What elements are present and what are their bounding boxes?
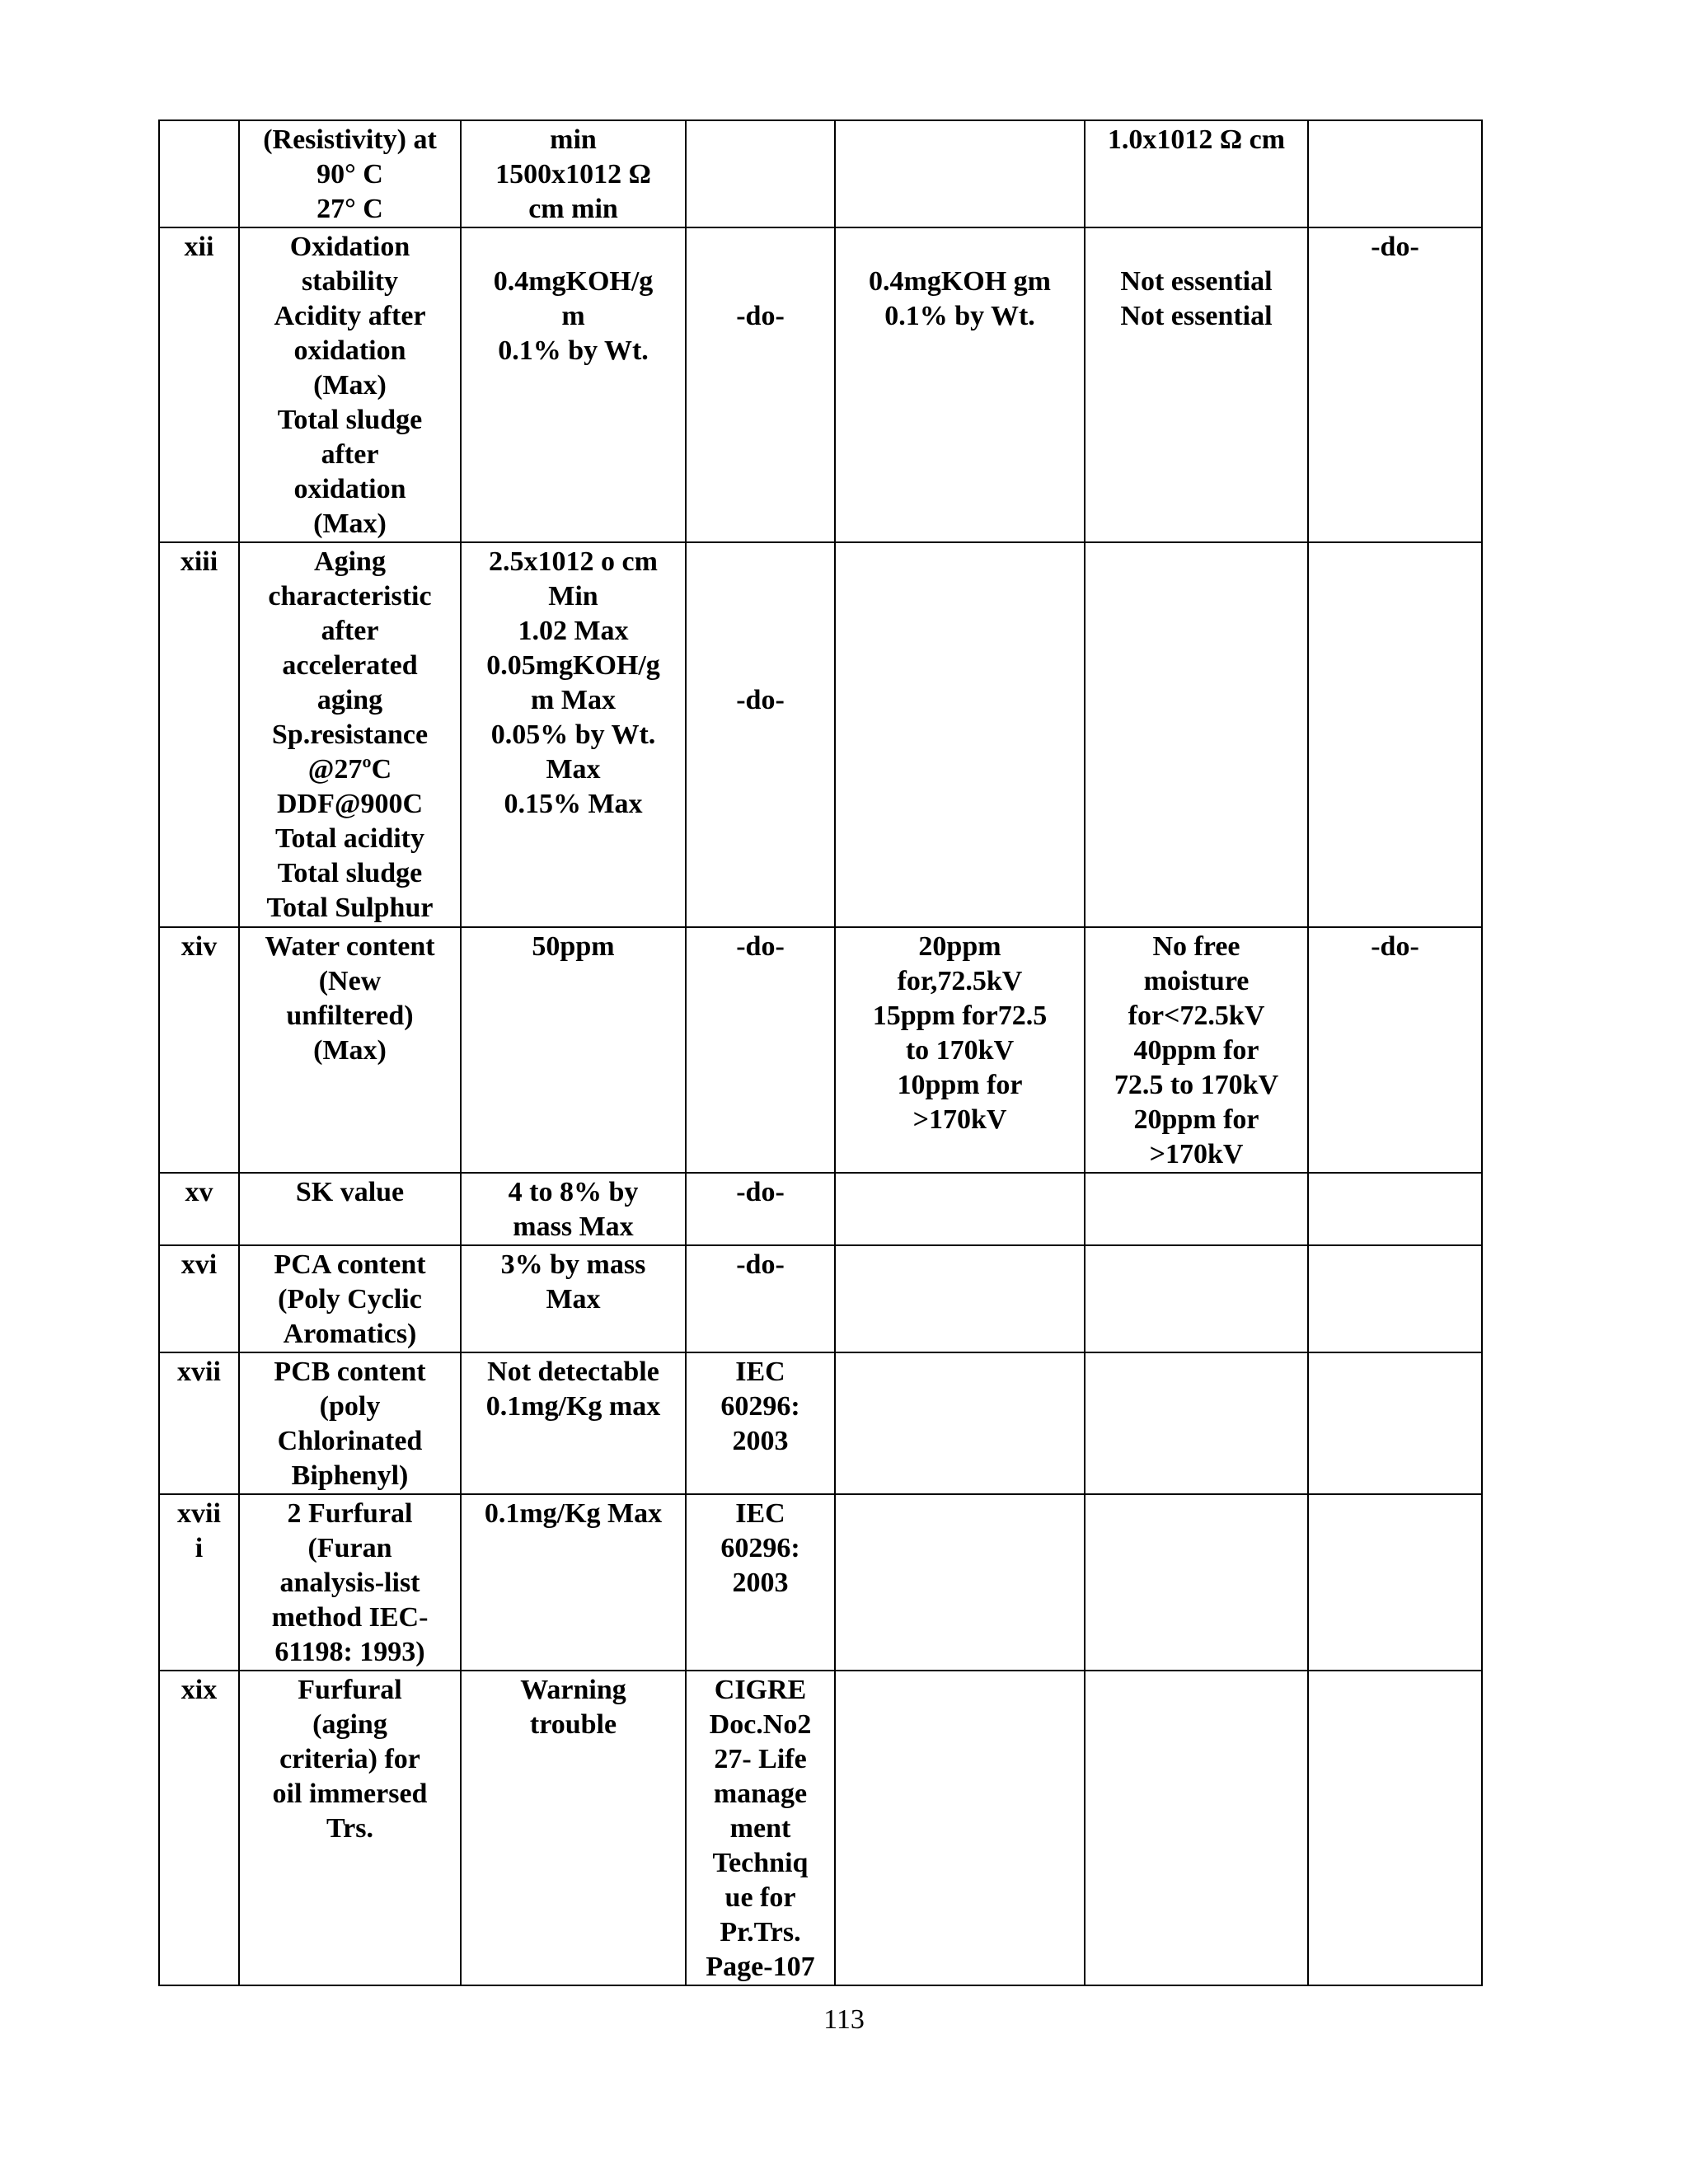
table-cell-col6	[1085, 1352, 1308, 1494]
table-cell-col5	[835, 1352, 1085, 1494]
table-cell-limit: 3% by mass Max	[461, 1245, 686, 1352]
table-cell-method: -do-	[686, 542, 835, 927]
table-cell-limit: 0.1mg/Kg Max	[461, 1494, 686, 1671]
table-cell-col6	[1085, 1671, 1308, 1985]
table-cell-no: xvi	[159, 1245, 239, 1352]
table-cell-no: xvii	[159, 1352, 239, 1494]
table-row	[159, 1245, 1482, 1352]
table-row	[159, 1173, 1482, 1245]
table-cell-limit: min 1500x1012 Ω cm min	[461, 120, 686, 227]
table-cell-col7	[1308, 1245, 1482, 1352]
table-cell-parameter: 2 Furfural (Furan analysis-list method IEC- 61198: 1993)	[239, 1494, 461, 1671]
table-cell-col6: 1.0x1012 Ω cm	[1085, 120, 1308, 227]
table-row	[159, 120, 1482, 227]
table-cell-limit: 4 to 8% by mass Max	[461, 1173, 686, 1245]
table-cell-col7	[1308, 542, 1482, 927]
table-cell-method: -do-	[686, 927, 835, 1173]
table-cell-col6	[1085, 1245, 1308, 1352]
table-cell-col5: 20ppm for,72.5kV 15ppm for72.5 to 170kV 10ppm for >170kV	[835, 927, 1085, 1173]
table-cell-col5	[835, 1494, 1085, 1671]
table-cell-col7	[1308, 1494, 1482, 1671]
table-cell-col7	[1308, 1173, 1482, 1245]
table-cell-no: xix	[159, 1671, 239, 1985]
table-cell-col7	[1308, 1352, 1482, 1494]
table-cell-col5	[835, 542, 1085, 927]
table-cell-method	[686, 120, 835, 227]
table-cell-col7: -do-	[1308, 927, 1482, 1173]
table-cell-no: xiv	[159, 927, 239, 1173]
table-cell-parameter: Water content (New unfiltered) (Max)	[239, 927, 461, 1173]
table-row	[159, 542, 1482, 927]
table-cell-parameter: SK value	[239, 1173, 461, 1245]
table-row	[159, 1671, 1482, 1985]
table-cell-col6	[1085, 542, 1308, 927]
table-cell-no: xii	[159, 227, 239, 542]
table-cell-col5	[835, 1173, 1085, 1245]
table-row	[159, 227, 1482, 542]
table-cell-limit: Not detectable 0.1mg/Kg max	[461, 1352, 686, 1494]
table-cell-col6: No free moisture for<72.5kV 40ppm for 72.5 to 170kV 20ppm for >170kV	[1085, 927, 1308, 1173]
table-cell-col6	[1085, 1494, 1308, 1671]
table-cell-limit: 50ppm	[461, 927, 686, 1173]
table-cell-col5	[835, 120, 1085, 227]
table-cell-parameter: Oxidation stability Acidity after oxidation (Max) Total sludge after oxidation (Max)	[239, 227, 461, 542]
table-cell-method: CIGRE Doc.No2 27- Life manage ment Techniq ue for Pr.Trs. Page-107	[686, 1671, 835, 1985]
table-cell-method: IEC 60296: 2003	[686, 1494, 835, 1671]
table-cell-parameter: PCA content (Poly Cyclic Aromatics)	[239, 1245, 461, 1352]
table-cell-no	[159, 120, 239, 227]
table-row	[159, 927, 1482, 1173]
table-cell-col5: 0.4mgKOH gm 0.1% by Wt.	[835, 227, 1085, 542]
table-cell-limit: 0.4mgKOH/g m 0.1% by Wt.	[461, 227, 686, 542]
table-cell-no: xv	[159, 1173, 239, 1245]
table-cell-method: -do-	[686, 1173, 835, 1245]
table-cell-col7	[1308, 1671, 1482, 1985]
table-cell-parameter: Furfural (aging criteria) for oil immersed Trs.	[239, 1671, 461, 1985]
table-cell-col5	[835, 1671, 1085, 1985]
table-cell-no: xiii	[159, 542, 239, 927]
table-cell-parameter: PCB content (poly Chlorinated Biphenyl)	[239, 1352, 461, 1494]
table-cell-col6: Not essential Not essential	[1085, 227, 1308, 542]
table-cell-parameter: (Resistivity) at 90° C 27° C	[239, 120, 461, 227]
table-cell-limit: Warning trouble	[461, 1671, 686, 1985]
table-cell-method: IEC 60296: 2003	[686, 1352, 835, 1494]
table-row	[159, 1494, 1482, 1671]
table-cell-col6	[1085, 1173, 1308, 1245]
spec-table	[158, 120, 1483, 1986]
table-cell-method: -do-	[686, 227, 835, 542]
table-cell-parameter: Aging characteristic after accelerated aging Sp.resistance @27ºC DDF@900C Total acidity Total sludge Total Sulphur	[239, 542, 461, 927]
table-cell-method: -do-	[686, 1245, 835, 1352]
table-cell-col5	[835, 1245, 1085, 1352]
table-cell-limit: 2.5x1012 o cm Min 1.02 Max 0.05mgKOH/g m Max 0.05% by Wt. Max 0.15% Max	[461, 542, 686, 927]
table-cell-no: xvii i	[159, 1494, 239, 1671]
table-row	[159, 1352, 1482, 1494]
page-number: 113	[823, 2004, 865, 2035]
table-cell-col7	[1308, 120, 1482, 227]
table-cell-col7: -do-	[1308, 227, 1482, 542]
